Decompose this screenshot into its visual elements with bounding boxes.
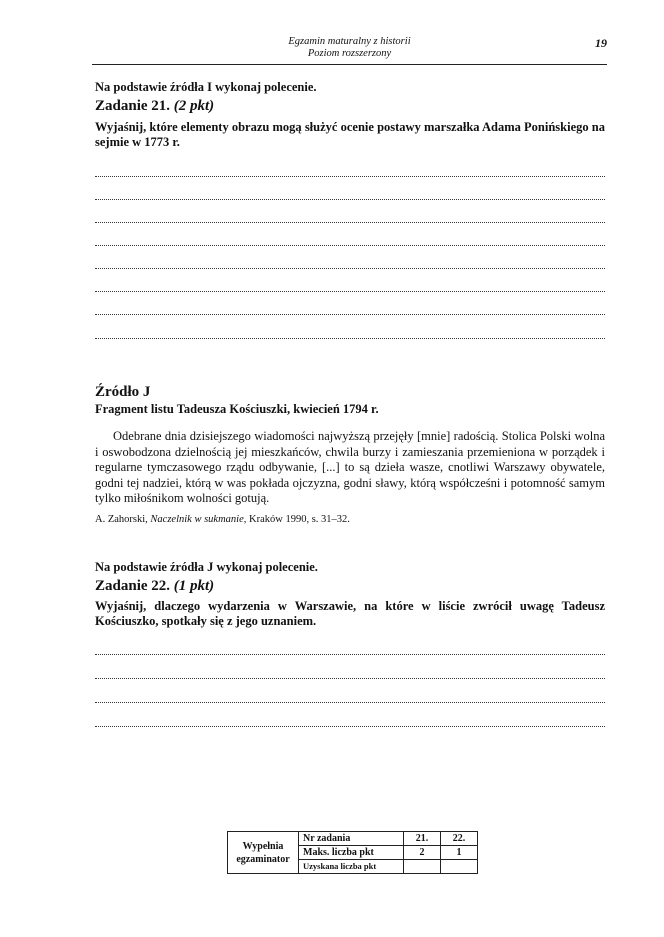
- answer-line[interactable]: [95, 268, 605, 269]
- answer-line[interactable]: [95, 176, 605, 177]
- grader-label: Wypełnia egzaminator: [228, 832, 299, 874]
- max-points-21: 2: [404, 846, 441, 860]
- answer-line[interactable]: [95, 654, 605, 655]
- answer-line[interactable]: [95, 314, 605, 315]
- page-header: [92, 36, 607, 65]
- answer-line[interactable]: [95, 222, 605, 223]
- header-exam-name: Egzamin maturalny z historii: [288, 36, 411, 47]
- row-max-points-label: Maks. liczba pkt: [299, 846, 404, 860]
- task21-points: (2 pkt): [173, 98, 215, 114]
- task22-question: Wyjaśnij, dlaczego wydarzenia w Warszawie, na które w liście zwrócił uwagę Tadeusz Kościuszko, spotkały się z jego uznaniem.: [95, 599, 605, 628]
- source-j-text: Odebrane dnia dzisiejszego wiadomości najwyższą przejęły [mnie] radością. Stolica Polski wolna i oswobodzona dzielnością jej mieszkańców, chwila burzy i zamieszania przemieniona w porządek i regularne tymczasowego rządu odbywanie, [...] to są dzieła wasze, cnotliwi Warszawy obywatele, godni tej nadziei, którą w was pokłada ojczyzna, godni sławy, którą współcześni i potomność samym tylko miłośnikom wolności gotują.: [95, 429, 605, 505]
- answer-line[interactable]: [95, 291, 605, 292]
- task-number-21: 21.: [404, 832, 441, 846]
- answer-line[interactable]: [95, 199, 605, 200]
- task21-title-text: Zadanie 21.: [95, 98, 171, 114]
- row-obtained-points-label: Uzyskana liczba pkt: [299, 860, 404, 874]
- header-title: [92, 36, 607, 60]
- task22-title: [95, 578, 214, 595]
- grading-table: [227, 831, 478, 874]
- citation-author: A. Zahorski,: [95, 514, 151, 525]
- task22-title-text: Zadanie 22.: [95, 578, 171, 594]
- obtained-points-22[interactable]: [441, 860, 478, 874]
- source-j-citation: [95, 514, 350, 525]
- task-number-22: 22.: [441, 832, 478, 846]
- answer-line[interactable]: [95, 245, 605, 246]
- header-level: Poziom rozszerzony: [307, 48, 392, 59]
- answer-line[interactable]: [95, 678, 605, 679]
- task22-instruction: Na podstawie źródła J wykonaj polecenie.: [95, 560, 318, 574]
- citation-details: , Kraków 1990, s. 31–32.: [243, 514, 350, 525]
- answer-line[interactable]: [95, 702, 605, 703]
- task22-points: (1 pkt): [173, 578, 215, 594]
- obtained-points-21[interactable]: [404, 860, 441, 874]
- row-task-number-label: Nr zadania: [299, 832, 404, 846]
- source-j-title: Źródło J: [95, 384, 151, 400]
- page-number: 19: [595, 36, 607, 50]
- source-j-subtitle: Fragment listu Tadeusza Kościuszki, kwiecień 1794 r.: [95, 402, 379, 416]
- answer-line[interactable]: [95, 338, 605, 339]
- max-points-22: 1: [441, 846, 478, 860]
- task21-question: Wyjaśnij, które elementy obrazu mogą służyć ocenie postawy marszałka Adama Ponińskiego na sejmie w 1773 r.: [95, 120, 605, 149]
- answer-line[interactable]: [95, 726, 605, 727]
- citation-title: Naczelnik w sukmanie: [150, 514, 244, 525]
- table-row: [228, 832, 478, 846]
- task21-instruction: Na podstawie źródła I wykonaj polecenie.: [95, 80, 317, 94]
- task21-title: [95, 98, 214, 115]
